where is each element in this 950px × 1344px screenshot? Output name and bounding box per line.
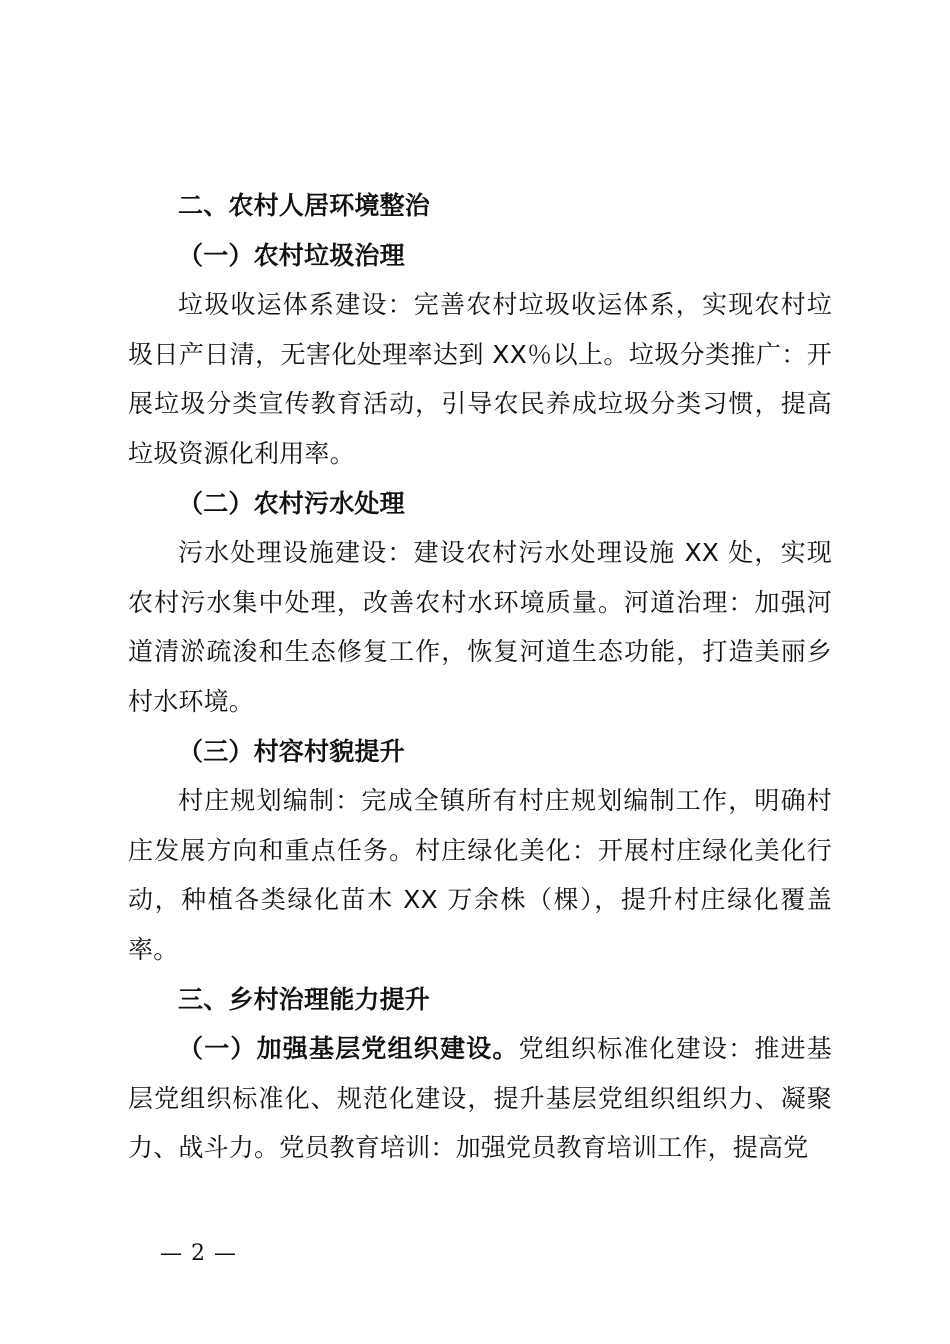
document-body bbox=[128, 181, 832, 1173]
party-building-lead: （一）加强基层党组织建设。 bbox=[178, 1034, 519, 1064]
party-building-text: 党组织标准化建设：推进基层党组织标准化、规范化建设，提升基层党组织组织力、凝聚力、战斗力。党员教育培训：加强党员教育培训工作，提高党 bbox=[128, 1034, 832, 1163]
section-heading-rural-environment: 二、农村人居环境整治 bbox=[178, 191, 431, 220]
page-number: — 2 — bbox=[160, 1241, 237, 1266]
paragraph-party-building bbox=[128, 1024, 832, 1173]
paragraph-sewage-treatment: 污水处理设施建设：建设农村污水处理设施 XX 处，实现农村污水集中处理，改善农村水环境质量。河道治理：加强河道清淤疏浚和生态修复工作，恢复河道生态功能，打造美丽乡村水环境。 bbox=[128, 538, 832, 716]
subheading-sewage-treatment: （二）农村污水处理 bbox=[178, 488, 405, 518]
section-heading-governance: 三、乡村治理能力提升 bbox=[178, 984, 431, 1014]
subheading-village-appearance: （三）村容村貌提升 bbox=[178, 736, 405, 766]
paragraph-village-appearance: 村庄规划编制：完成全镇所有村庄规划编制工作，明确村庄发展方向和重点任务。村庄绿化美化：开展村庄绿化美化行动，种植各类绿化苗木 XX 万余株（棵），提升村庄绿化覆盖率。 bbox=[128, 786, 832, 964]
subheading-garbage-treatment: （一）农村垃圾治理 bbox=[178, 240, 405, 270]
paragraph-garbage-treatment: 垃圾收运体系建设：完善农村垃圾收运体系，实现农村垃圾日产日清，无害化处理率达到 XX％以上。垃圾分类推广：开展垃圾分类宣传教育活动，引导农民养成垃圾分类习惯，提高垃圾资源化利用率。 bbox=[128, 290, 832, 468]
